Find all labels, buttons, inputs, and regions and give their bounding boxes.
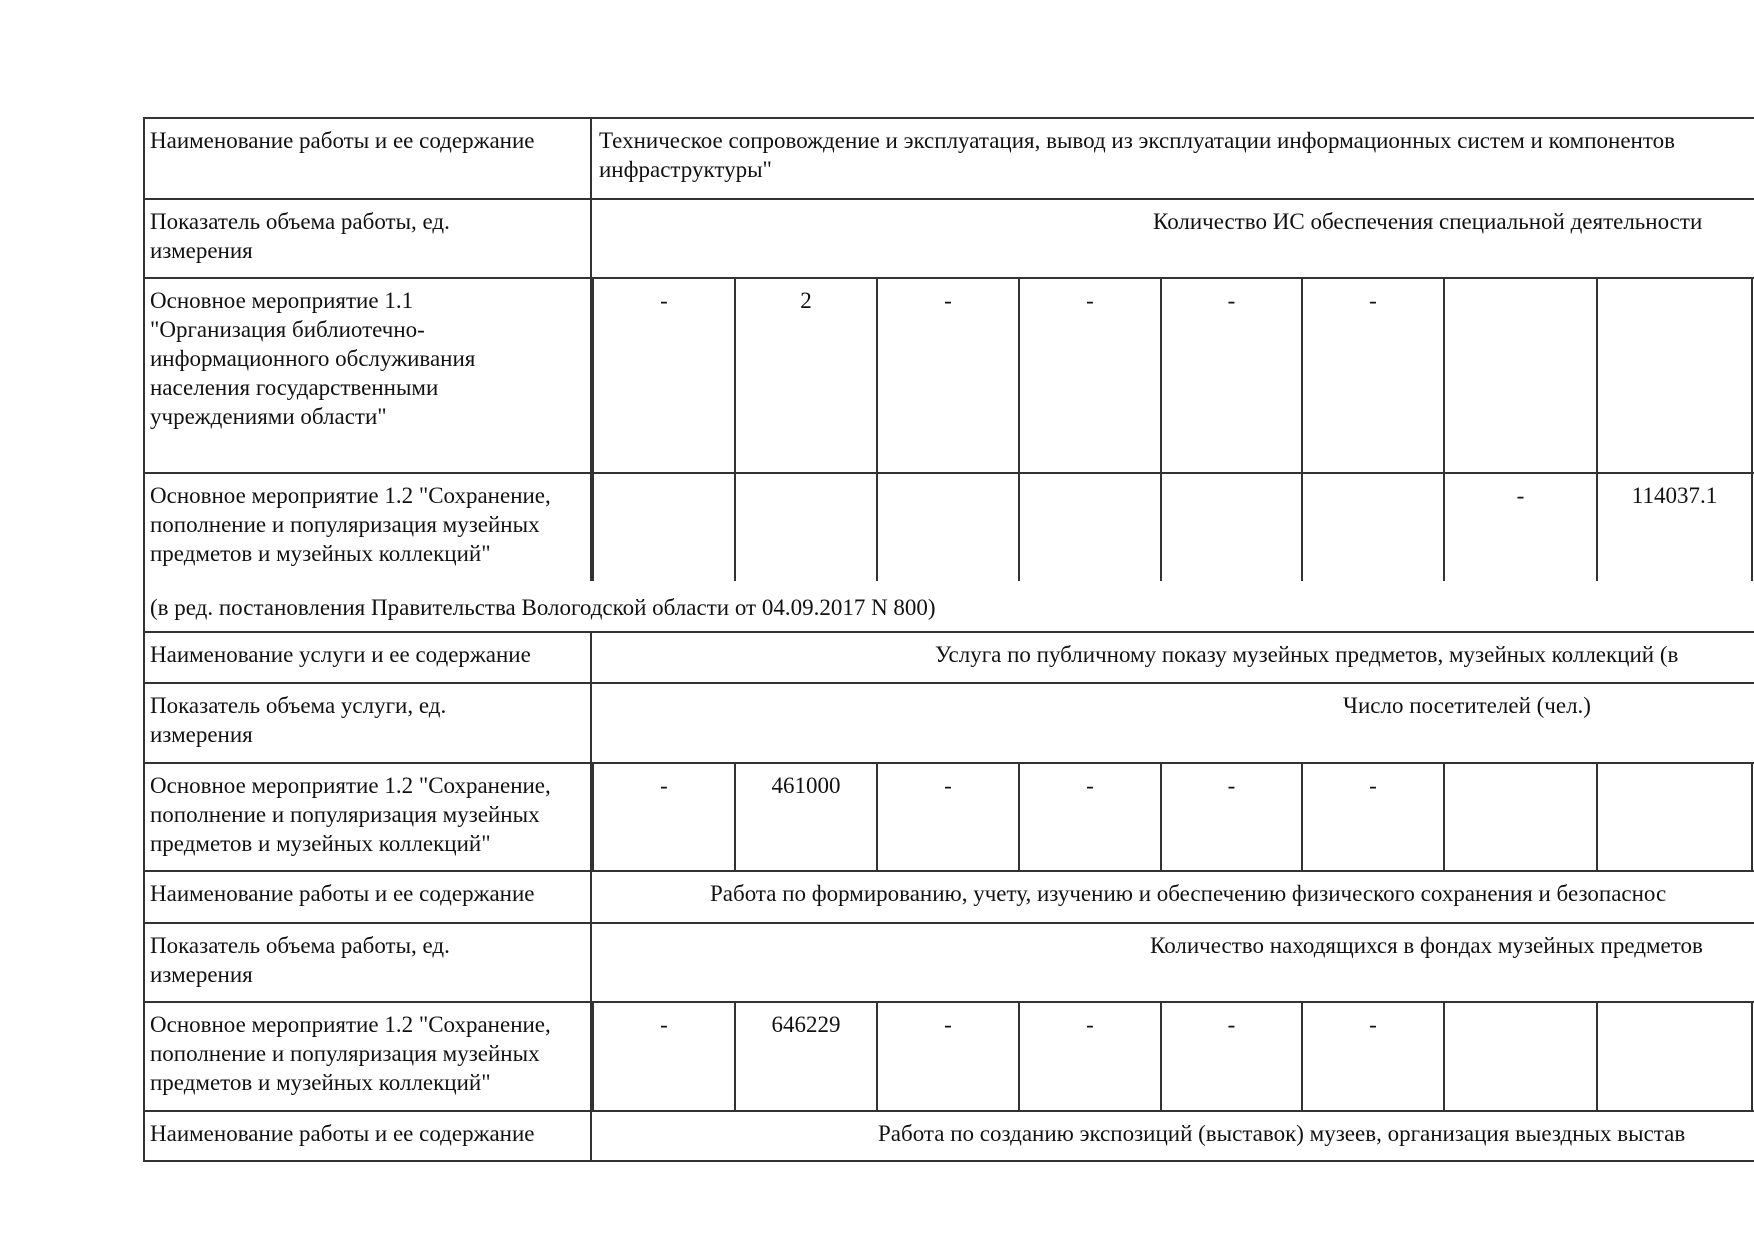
table-row bbox=[143, 631, 1754, 682]
table-row bbox=[143, 870, 1754, 922]
table-row bbox=[143, 1110, 1754, 1161]
value-cell bbox=[1443, 764, 1596, 870]
value-cell: - bbox=[592, 279, 734, 472]
value-cell: - bbox=[592, 1003, 734, 1110]
row-label: Показатель объема работы, ед. измерения bbox=[143, 924, 592, 1001]
row-label: Основное мероприятие 1.1 "Организация библиотечно-информационного обслуживания населения государственными учреждениями области" bbox=[143, 279, 592, 472]
value-cell bbox=[876, 474, 1018, 581]
table-row bbox=[143, 1001, 1754, 1110]
row-content: Количество ИС обеспечения специальной деятельности bbox=[1153, 209, 1703, 234]
value-cell: - bbox=[1301, 764, 1443, 870]
row-label: Наименование работы и ее содержание bbox=[143, 872, 592, 922]
row-label: Основное мероприятие 1.2 "Сохранение, пополнение и популяризация музейных предметов и музейных коллекций" bbox=[143, 764, 592, 870]
value-cell: - bbox=[1443, 474, 1596, 581]
value-cell: - bbox=[1018, 764, 1160, 870]
value-cell: 2 bbox=[734, 279, 876, 472]
value-cell: - bbox=[1160, 764, 1301, 870]
table-row bbox=[143, 472, 1754, 581]
table-row bbox=[143, 198, 1754, 277]
table-row bbox=[143, 117, 1754, 198]
value-cell: - bbox=[592, 764, 734, 870]
value-cell bbox=[1596, 1003, 1751, 1110]
value-cell bbox=[1596, 764, 1751, 870]
value-cell: - bbox=[1301, 1003, 1443, 1110]
value-cell: - bbox=[876, 279, 1018, 472]
amendment-note: (в ред. постановления Правительства Вологодской области от 04.09.2017 N 800) bbox=[150, 595, 936, 620]
value-cell: - bbox=[1160, 279, 1301, 472]
value-cell: 461000 bbox=[734, 764, 876, 870]
table-bottom-border bbox=[143, 1160, 1754, 1162]
row-label: Наименование работы и ее содержание bbox=[143, 119, 592, 198]
value-cell bbox=[1018, 474, 1160, 581]
amendment-note-row bbox=[143, 581, 1754, 631]
row-content: Техническое сопровождение и эксплуатация, вывод из эксплуатации информационных систем и компонентов bbox=[599, 128, 1675, 153]
value-cell bbox=[592, 474, 734, 581]
row-content-line2: инфраструктуры" bbox=[599, 157, 772, 182]
value-cell bbox=[1160, 474, 1301, 581]
value-cell: - bbox=[1018, 1003, 1160, 1110]
row-label: Показатель объема работы, ед. измерения bbox=[143, 200, 592, 277]
value-cell bbox=[734, 474, 876, 581]
row-content: Работа по формированию, учету, изучению и обеспечению физического сохранения и безопаснос bbox=[710, 881, 1667, 906]
table-row bbox=[143, 277, 1754, 472]
value-cell bbox=[1301, 474, 1443, 581]
value-cell: - bbox=[1160, 1003, 1301, 1110]
value-cell: - bbox=[876, 1003, 1018, 1110]
row-content: Число посетителей (чел.) bbox=[1343, 693, 1591, 718]
row-label: Показатель объема услуги, ед. измерения bbox=[143, 684, 592, 762]
row-content: Услуга по публичному показу музейных предметов, музейных коллекций (в bbox=[935, 642, 1679, 667]
row-label: Основное мероприятие 1.2 "Сохранение, пополнение и популяризация музейных предметов и музейных коллекций" bbox=[143, 474, 592, 581]
value-cell: - bbox=[876, 764, 1018, 870]
row-label: Наименование услуги и ее содержание bbox=[143, 633, 592, 682]
value-cell: - bbox=[1301, 279, 1443, 472]
value-cell bbox=[1443, 1003, 1596, 1110]
row-label: Основное мероприятие 1.2 "Сохранение, пополнение и популяризация музейных предметов и музейных коллекций" bbox=[143, 1003, 592, 1110]
table-row bbox=[143, 682, 1754, 762]
value-cell bbox=[1443, 279, 1596, 472]
row-content: Количество находящихся в фондах музейных предметов bbox=[1150, 933, 1703, 958]
table-row bbox=[143, 922, 1754, 1001]
row-label: Наименование работы и ее содержание bbox=[143, 1112, 592, 1161]
value-cell: - bbox=[1018, 279, 1160, 472]
value-cell: 114037.1 bbox=[1596, 474, 1751, 581]
value-cell: 646229 bbox=[734, 1003, 876, 1110]
row-content: Работа по созданию экспозиций (выставок) музеев, организация выездных выстав bbox=[878, 1121, 1686, 1146]
value-cell bbox=[1596, 279, 1751, 472]
table-row bbox=[143, 762, 1754, 870]
